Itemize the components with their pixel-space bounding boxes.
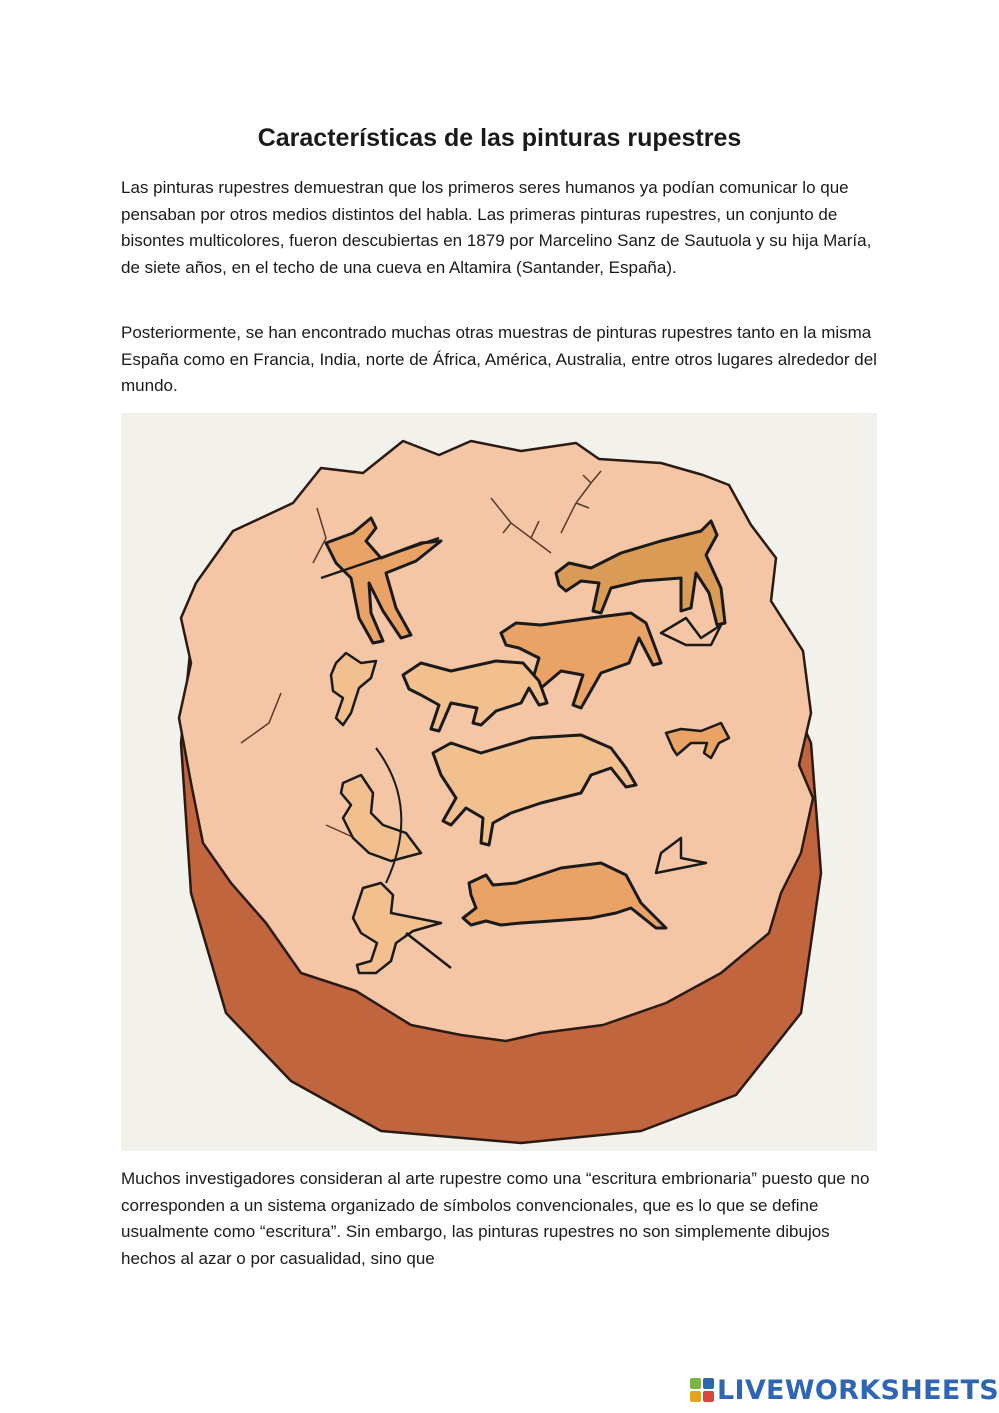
page-title: Características de las pinturas rupestres bbox=[257, 124, 742, 152]
paragraph-1: Las pinturas rupestres demuestran que los primeros seres humanos ya podían comunicar lo que pensaban por otros medios distintos del habla. Las primeras pinturas rupestres, un conjunto de bisontes multicolores, fueron descubiertas en 1879 por Marcelino Sanz de Sautuola y su hija María, de siete años, en el techo de una cueva en Altamira (Santander, España). bbox=[121, 178, 872, 277]
paragraph-2: Posteriormente, se han encontrado muchas otras muestras de pinturas rupestres tanto en la misma España como en Francia, India, norte de África, América, Australia, entre otros lugares alrededor del mundo. bbox=[121, 323, 877, 396]
paragraph-3: Muchos investigadores consideran al arte rupestre como una “escritura embrionaria” puesto que no corresponden a un sistema organizado de símbolos convencionales, que es lo que se define usualmente como “escritura”. Sin embargo, las pinturas rupestres no son simplemente dibujos hechos al azar o por casualidad, sino que bbox=[121, 1169, 870, 1268]
brand-name: LIVEWORKSHEETS bbox=[717, 1374, 999, 1406]
cave-painting-illustration bbox=[121, 413, 877, 1151]
liveworksheets-mark-icon bbox=[690, 1378, 714, 1402]
cave-painting-svg bbox=[121, 413, 877, 1151]
liveworksheets-logo bbox=[690, 1370, 999, 1410]
